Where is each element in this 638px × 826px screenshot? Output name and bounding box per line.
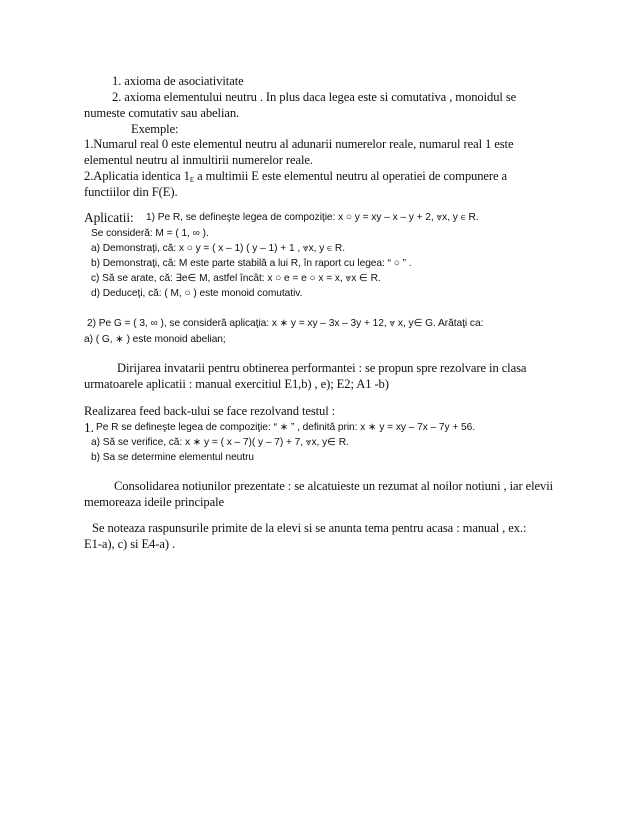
line-text: numeste comutativ sau abelian. <box>84 106 240 120</box>
line-text: Consolidarea notiunilor prezentate : se alcatuieste un rezumat al noilor notiuni , iar elevii <box>114 479 554 493</box>
line-text: c) Să se arate, că: ∃e∈ M, astfel încât: x ○ e = e ○ x = x, ⩔x ∈ R. <box>91 273 381 284</box>
line-text: a) Să se verifice, că: x ∗ y = ( x – 7)( y – 7) + 7, ⩔x, y∈ R. <box>91 437 349 448</box>
line-text: a) Demonstraţi, că: x ○ y = ( x – 1) ( y – 1) + 1 , ⩔x, y ∈ R. <box>91 243 345 254</box>
line-text: Exemple: <box>131 122 179 136</box>
text-line <box>91 228 209 239</box>
text-line <box>112 90 516 105</box>
text-line <box>114 479 553 494</box>
line-text: memoreaza ideile principale <box>84 495 224 509</box>
text-line <box>84 210 134 226</box>
line-text: Pe R se defineşte legea de compoziţie: “ ∗ ” , definită prin: x ∗ y = xy – 7x – 7y + 56. <box>96 422 476 433</box>
text-line <box>146 212 479 224</box>
line-text: 1) Pe R, se defineşte legea de compoziţie: x ○ y = xy – x – y + 2, ⩔x, y ∈ R. <box>146 212 479 223</box>
text-line <box>84 495 224 510</box>
line-text: 2. axioma elementului neutru . In plus daca legea este si comutativa , monoidul se <box>112 90 517 104</box>
line-text: b) Demonstraţi, că: M este parte stabilă a lui R, în raport cu legea: “ ○ ” . <box>91 258 412 269</box>
line-text: 1. <box>84 420 94 435</box>
text-line <box>91 452 254 463</box>
line-text: a) ( G, ∗ ) este monoid abelian; <box>84 334 226 345</box>
text-line <box>117 361 526 376</box>
text-line <box>84 106 239 121</box>
text-line <box>84 169 507 184</box>
text-line <box>84 420 94 436</box>
text-line <box>84 185 178 200</box>
text-line <box>84 377 389 392</box>
line-text: elementul neutru al inmultirii numerelor reale. <box>84 153 313 167</box>
line-text: 2.Aplicatia identica 1 <box>84 169 190 183</box>
line-text: Aplicatii: <box>84 210 134 225</box>
text-line <box>92 521 526 536</box>
line-text: Dirijarea invatarii pentru obtinerea performantei : se propun spre rezolvare in clasa <box>117 361 527 375</box>
line-text: Realizarea feed back-ului se face rezolvand testul : <box>84 404 336 418</box>
line-text: 1. axioma de asociativitate <box>112 74 244 88</box>
text-line <box>84 153 313 168</box>
text-line <box>96 422 475 433</box>
line-text: d) Deduceţi, că: ( M, ○ ) este monoid comutativ. <box>91 288 303 299</box>
text-line <box>87 318 483 330</box>
line-text: 1.Numarul real 0 este elementul neutru al adunarii numerelor reale, numarul real 1 este <box>84 137 514 151</box>
text-line <box>91 243 345 255</box>
line-text: Se noteaza raspunsurile primite de la elevi si se anunta tema pentru acasa : manual , ex.: <box>92 521 527 535</box>
text-line <box>131 122 178 137</box>
text-line <box>84 137 513 152</box>
line-text: functiilor din F(E). <box>84 185 178 199</box>
text-line <box>91 258 412 269</box>
subscript: E <box>189 176 195 184</box>
line-text-tail: a multimii E este elementul neutru al operatiei de compunere a <box>194 169 508 183</box>
text-line <box>84 537 175 552</box>
text-line <box>84 334 226 345</box>
line-text: Se consideră: M = ( 1, ∞ ). <box>91 228 209 239</box>
line-text: b) Sa se determine elementul neutru <box>91 452 255 463</box>
text-line <box>84 404 335 419</box>
line-text: urmatoarele aplicatii : manual exercitiul E1,b) , e); E2; A1 -b) <box>84 377 389 391</box>
line-text: 2) Pe G = ( 3, ∞ ), se consideră aplicaţia: x ∗ y = xy – 3x – 3y + 12, ⩔ x, y∈ G. Arătaţi ca: <box>87 318 484 329</box>
text-line <box>91 288 302 299</box>
text-line <box>112 74 244 89</box>
line-text: E1-a), c) si E4-a) . <box>84 537 176 551</box>
text-line <box>91 273 381 285</box>
text-line <box>91 437 349 449</box>
